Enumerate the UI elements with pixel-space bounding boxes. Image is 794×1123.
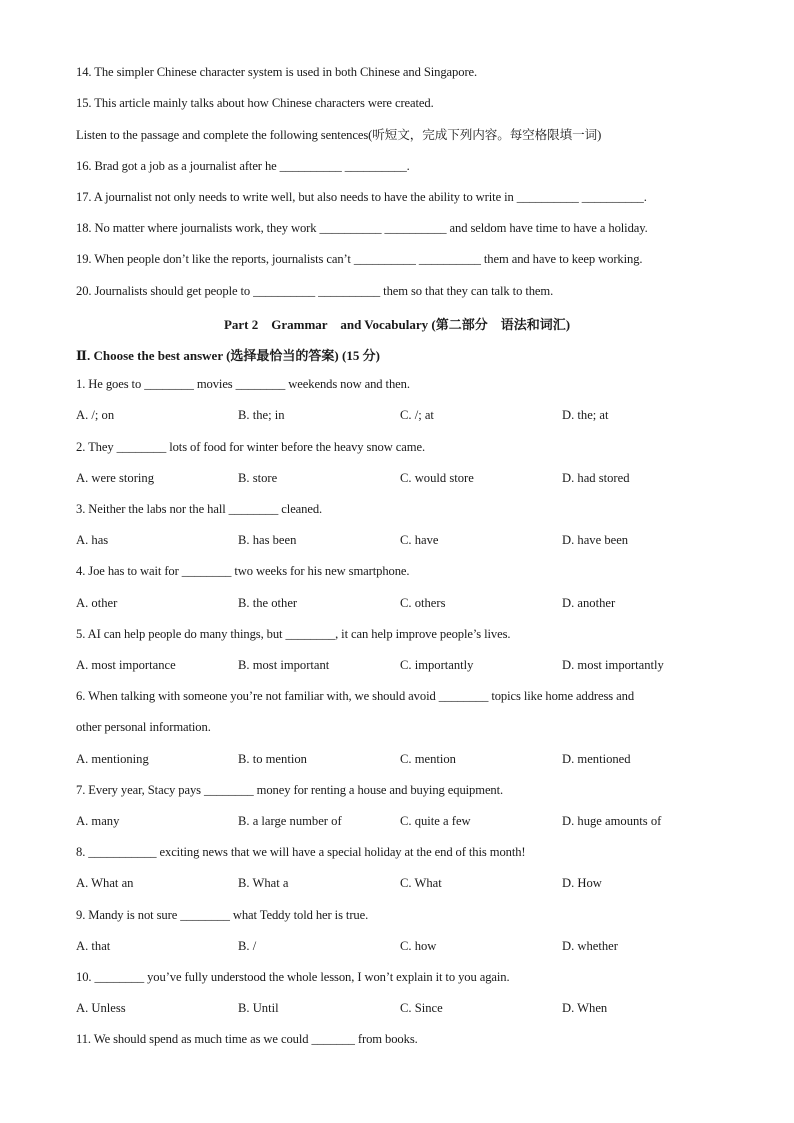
option-b[interactable]: B. the; in [238, 408, 285, 422]
option-a[interactable]: A. that [76, 939, 111, 953]
option-b[interactable]: B. a large number of [238, 814, 342, 828]
option-d[interactable]: D. the; at [562, 408, 609, 422]
question-stem: 7. Every year, Stacy pays ________ money for renting a house and buying equipment. [76, 783, 504, 797]
option-d[interactable]: D. How [562, 876, 602, 890]
option-d[interactable]: D. whether [562, 939, 618, 953]
option-b[interactable]: B. Until [238, 1001, 279, 1015]
options-row [76, 751, 736, 767]
options-row [76, 813, 736, 829]
question-stem: 4. Joe has to wait for ________ two weeks for his new smartphone. [76, 564, 410, 578]
option-a[interactable]: A. most importance [76, 658, 176, 672]
option-a[interactable]: A. has [76, 533, 109, 547]
listening-instruction: Listen to the passage and complete the following sentences(听短文，完成下列内容。每空格限填一词) [76, 128, 602, 142]
question-18: 18. No matter where journalists work, they work __________ __________ and seldom have time to have a holiday. [76, 221, 648, 235]
option-b[interactable]: B. to mention [238, 752, 307, 766]
option-a[interactable]: A. /; on [76, 408, 115, 422]
option-a[interactable]: A. many [76, 814, 120, 828]
question-15: 15. This article mainly talks about how Chinese characters were created. [76, 96, 434, 110]
question-stem: 10. ________ you’ve fully understood the whole lesson, I won’t explain it to you again. [76, 970, 510, 984]
question-stem: 6. When talking with someone you’re not familiar with, we should avoid ________ topics like home address and [76, 689, 635, 703]
option-d[interactable]: D. When [562, 1001, 608, 1015]
option-c[interactable]: C. have [400, 533, 439, 547]
options-row [76, 470, 736, 486]
option-a[interactable]: A. mentioning [76, 752, 149, 766]
option-b[interactable]: B. What a [238, 876, 289, 890]
options-row [76, 1000, 736, 1016]
option-d[interactable]: D. had stored [562, 471, 630, 485]
option-c[interactable]: C. others [400, 596, 446, 610]
option-c[interactable]: C. how [400, 939, 437, 953]
option-d[interactable]: D. another [562, 596, 616, 610]
option-c[interactable]: C. /; at [400, 408, 434, 422]
option-c[interactable]: C. mention [400, 752, 456, 766]
option-b[interactable]: B. the other [238, 596, 298, 610]
question-stem: 8. ___________ exciting news that we will have a special holiday at the end of this month! [76, 845, 526, 859]
option-d[interactable]: D. most importantly [562, 658, 664, 672]
option-a[interactable]: A. What an [76, 876, 134, 890]
option-a[interactable]: A. other [76, 596, 118, 610]
option-b[interactable]: B. / [238, 939, 257, 953]
question-stem: 11. We should spend as much time as we could _______ from books. [76, 1032, 418, 1046]
options-row [76, 938, 736, 954]
option-c[interactable]: C. Since [400, 1001, 443, 1015]
question-stem-continued: other personal information. [76, 720, 211, 734]
options-row [76, 875, 736, 891]
option-d[interactable]: D. have been [562, 533, 629, 547]
section-heading: Ⅱ. Choose the best answer (选择最恰当的答案) (15 分) [76, 348, 380, 363]
options-row [76, 532, 736, 548]
question-stem: 3. Neither the labs nor the hall ________ cleaned. [76, 502, 323, 516]
question-stem: 5. AI can help people do many things, but ________, it can help improve people’s lives. [76, 627, 511, 641]
question-stem: 9. Mandy is not sure ________ what Teddy told her is true. [76, 908, 369, 922]
option-a[interactable]: A. Unless [76, 1001, 126, 1015]
option-d[interactable]: D. mentioned [562, 752, 631, 766]
question-stem: 1. He goes to ________ movies ________ weekends now and then. [76, 377, 410, 391]
options-row [76, 595, 736, 611]
option-c[interactable]: C. would store [400, 471, 474, 485]
question-17: 17. A journalist not only needs to write well, but also needs to have the ability to write in __________ __________. [76, 190, 647, 204]
option-b[interactable]: B. most important [238, 658, 330, 672]
question-stem: 2. They ________ lots of food for winter before the heavy snow came. [76, 440, 425, 454]
question-16: 16. Brad got a job as a journalist after he __________ __________. [76, 159, 410, 173]
option-c[interactable]: C. What [400, 876, 442, 890]
question-19: 19. When people don’t like the reports, journalists can’t __________ __________ them and have to keep working. [76, 252, 643, 266]
option-b[interactable]: B. store [238, 471, 278, 485]
option-a[interactable]: A. were storing [76, 471, 154, 485]
option-d[interactable]: D. huge amounts of [562, 814, 662, 828]
question-14: 14. The simpler Chinese character system is used in both Chinese and Singapore. [76, 65, 478, 79]
question-20: 20. Journalists should get people to __________ __________ them so that they can talk to them. [76, 284, 554, 298]
option-b[interactable]: B. has been [238, 533, 297, 547]
option-c[interactable]: C. importantly [400, 658, 474, 672]
option-c[interactable]: C. quite a few [400, 814, 471, 828]
options-row [76, 407, 736, 423]
options-row [76, 657, 736, 673]
part-2-heading: Part 2 Grammar and Vocabulary (第二部分 语法和词汇) [223, 317, 571, 332]
